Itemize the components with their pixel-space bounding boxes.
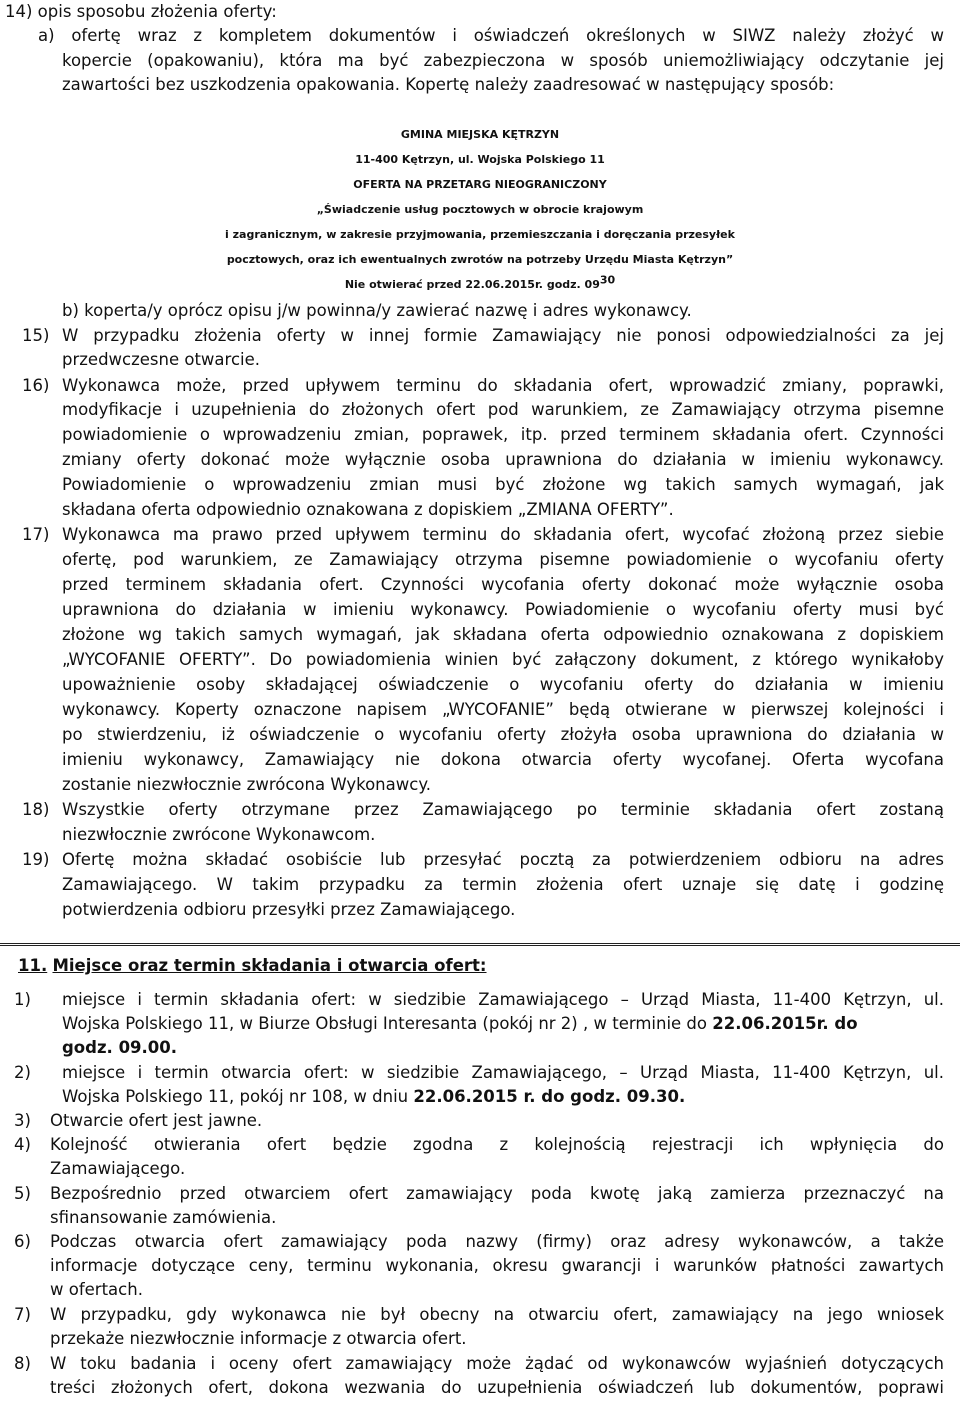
item-number: 15) — [22, 326, 50, 345]
point-line: informacje dotyczące ceny, terminu wykonania, okresu gwarancji i warunków płatności zawartych — [50, 1256, 944, 1275]
point-number: 3) — [14, 1111, 31, 1130]
item-line: przedwczesne otwarcie. — [62, 350, 261, 369]
item-line: po stwierdzeniu, iż oświadczenie o wycofaniu oferty złożyła osoba uprawniona do działania w — [62, 725, 944, 744]
point-number: 2) — [14, 1063, 31, 1082]
item-line: „WYCOFANIE OFERTY”. Do powiadomienia winien być załączony dokument, z którego wynikałoby — [62, 650, 944, 669]
point-line: przekaże niezwłocznie informacje z otwarcia ofert. — [50, 1329, 467, 1348]
section-11-number: 11. — [18, 956, 48, 975]
address-open-date-text: Nie otwierać przed 22.06.2015r. godz. 09 — [344, 278, 600, 291]
point-line: Podczas otwarcia ofert zamawiający poda nazwy (firmy) oraz adresy wykonawców, a także — [50, 1232, 944, 1251]
address-line: 11-400 Kętrzyn, ul. Wojska Polskiego 11 — [355, 153, 605, 166]
point-number: 5) — [14, 1184, 31, 1203]
item-line: potwierdzenia odbioru przesyłki przez Zamawiającego. — [62, 900, 516, 919]
item-line: złożone wg takich samych wymagań, jak składana oferta odpowiednio oznakowana z dopiskiem — [62, 625, 944, 644]
item-line: Zamawiającego. W takim przypadku za termin złożenia ofert uznaje się datę i godzinę — [62, 875, 944, 894]
point-line: sfinansowanie zamówienia. — [50, 1208, 277, 1227]
point-line: miejsce i termin składania ofert: w siedzibie Zamawiającego – Urząd Miasta, 11-400 Kętrzyn, ul. — [62, 990, 944, 1009]
item-line: modyfikacje i uzupełnienia do złożonych ofert pod warunkiem, ze Zamawiający otrzyma pisemne — [62, 400, 944, 419]
item-14a-line: a) ofertę wraz z kompletem dokumentów i oświadczeń określonych w SIWZ należy złożyć w — [38, 26, 944, 45]
point-number: 6) — [14, 1232, 31, 1251]
item-line: zostanie niezwłocznie zwrócona Wykonawcy. — [62, 775, 431, 794]
item-line: ofertę, pod warunkiem, ze Zamawiający otrzyma pisemne powiadomienie o wycofaniu oferty — [62, 550, 944, 569]
section-11-title: Miejsce oraz termin składania i otwarcia ofert: — [52, 956, 487, 975]
point-date: 22.06.2015 r. do godz. 09.30. — [413, 1087, 686, 1106]
point-number: 8) — [14, 1354, 31, 1373]
item-line: Wykonawca ma prawo przed upływem terminu do składania ofert, wycofać złożoną przez siebie — [62, 525, 944, 544]
point-line — [62, 1012, 858, 1036]
point-date: 22.06.2015r. do — [712, 1014, 858, 1033]
point-number: 7) — [14, 1305, 31, 1324]
item-line: upoważnienie osoby składającej oświadczenie o wycofaniu oferty do działania w imieniu — [62, 675, 944, 694]
item-number: 17) — [22, 525, 50, 544]
item-line: niezwłocznie zwrócone Wykonawcom. — [62, 825, 376, 844]
point-number: 4) — [14, 1135, 31, 1154]
point-line: miejsce i termin otwarcia ofert: w siedzibie Zamawiającego, – Urząd Miasta, 11-400 Kętrzyn, ul. — [62, 1063, 944, 1082]
point-line — [62, 1085, 685, 1109]
address-line: OFERTA NA PRZETARG NIEOGRANICZONY — [353, 178, 607, 191]
item-line: Powiadomienie o wprowadzeniu zmian musi być złożone wg takich samych wymagań, jak — [62, 475, 944, 494]
address-open-date — [0, 273, 960, 297]
item-line: uprawniona do działania w imieniu wykonawcy. Powiadomienie o wycofaniu oferty musi być — [62, 600, 944, 619]
address-line: „Świadczenie usług pocztowych w obrocie krajowym — [316, 203, 644, 216]
item-line: zmiany oferty dokonać może wyłącznie osoba uprawniona do działania w imieniu wykonawcy. — [62, 450, 944, 469]
item-line: wykonawcy. Koperty oznaczone napisem „WYCOFANIE” będą otwierane w pierwszej kolejności i — [62, 700, 944, 719]
item-line: W przypadku złożenia oferty w innej formie Zamawiający nie ponosi odpowiedzialności za jej — [62, 326, 944, 345]
point-line: Kolejność otwierania ofert będzie zgodna z kolejnością rejestracji ich wpłynięcia do — [50, 1135, 944, 1154]
item-line: imieniu wykonawcy, Zamawiający nie dokona otwarcia oferty wycofanej. Oferta wycofana — [62, 750, 944, 769]
address-open-date-minutes: 30 — [599, 273, 616, 287]
item-number: 18) — [22, 800, 50, 819]
item-14a-line: kopercie (opakowaniu), która ma być zabezpieczona w sposób uniemożliwiający odczytanie jej — [62, 51, 944, 70]
address-line: GMINA MIEJSKA KĘTRZYN — [400, 128, 560, 141]
point-line: w ofertach. — [50, 1280, 143, 1299]
item-14-heading: 14) opis sposobu złożenia oferty: — [5, 2, 277, 21]
item-14a-line: zawartości bez uszkodzenia opakowania. Kopertę należy zaadresować w następujący sposób: — [62, 75, 835, 94]
point-line: Bezpośrednio przed otwarciem ofert zamawiający poda kwotę jaką zamierza przeznaczyć na — [50, 1184, 944, 1203]
point-line: treści złożonych ofert, dokona wezwania do uzupełnienia oświadczeń lub dokumentów, poprawi — [50, 1378, 944, 1397]
item-line: powiadomienie o wprowadzeniu zmian, poprawek, itp. przed terminem składania ofert. Czynności — [62, 425, 944, 444]
point-line: W przypadku, gdy wykonawca nie był obecny na otwarciu ofert, zamawiający na jego wniosek — [50, 1305, 944, 1324]
item-number: 19) — [22, 850, 50, 869]
point-time: godz. 09.00. — [62, 1038, 178, 1057]
point-line: W toku badania i oceny ofert zamawiający może żądać od wykonawców wyjaśnień dotyczących — [50, 1354, 944, 1373]
item-line: Wszystkie oferty otrzymane przez Zamawiającego po terminie składania ofert zostaną — [62, 800, 944, 819]
item-14b-line: b) koperta/y oprócz opisu j/w powinna/y zawierać nazwę i adres wykonawcy. — [62, 301, 692, 320]
point-text: Wojska Polskiego 11, pokój nr 108, w dniu — [62, 1087, 414, 1106]
section-divider — [0, 943, 960, 946]
point-line: Zamawiającego. — [50, 1159, 186, 1178]
item-number: 16) — [22, 376, 50, 395]
item-line: Wykonawca może, przed upływem terminu do składania ofert, wprowadzić zmiany, poprawki, — [62, 376, 944, 395]
section-11-heading — [18, 954, 487, 978]
point-number: 1) — [14, 990, 31, 1009]
point-line: Otwarcie ofert jest jawne. — [50, 1111, 263, 1130]
item-line: składana oferta odpowiednio oznakowana z dopiskiem „ZMIANA OFERTY”. — [62, 500, 674, 519]
address-line: i zagranicznym, w zakresie przyjmowania, przemieszczania i doręczania przesyłek — [225, 228, 735, 241]
item-line: Ofertę można składać osobiście lub przesyłać pocztą za potwierdzeniem odbioru na adres — [62, 850, 944, 869]
address-line: pocztowych, oraz ich ewentualnych zwrotów na potrzeby Urzędu Miasta Kętrzyn” — [226, 253, 734, 266]
point-text: Wojska Polskiego 11, w Biurze Obsługi Interesanta (pokój nr 2) , w terminie do — [62, 1014, 713, 1033]
item-line: przed terminem składania ofert. Czynności wycofania oferty dokonać może wyłącznie osoba — [62, 575, 944, 594]
